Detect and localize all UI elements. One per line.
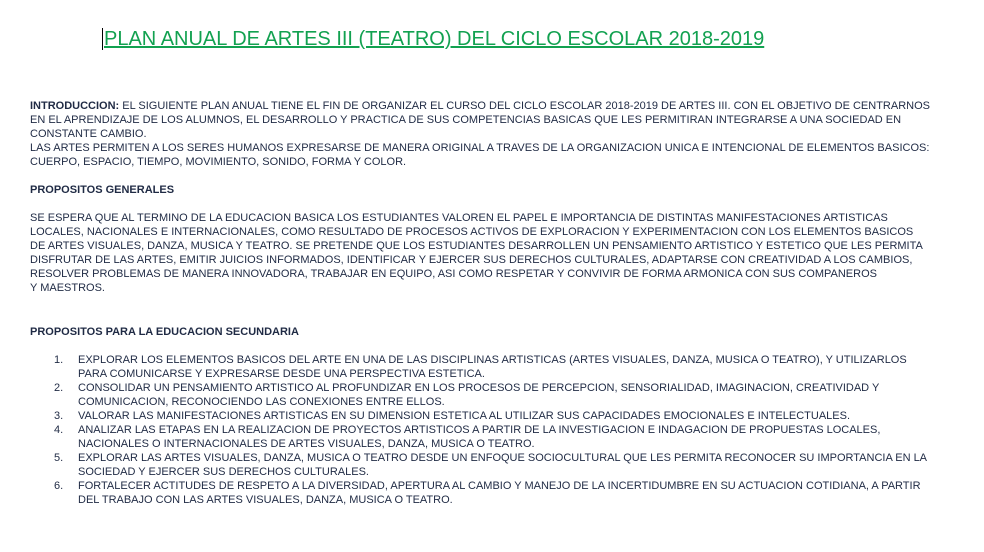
list-item-text: CONSOLIDAR UN PENSAMIENTO ARTISTICO AL PROFUNDIZAR EN LOS PROCESOS DE PERCEPCION, SENSORIALIDAD, IMAGINACION, CREATIVIDAD Y COMUNICACION, RECONOCIENDO LAS CONEXIONES ENTRE ELLOS. bbox=[78, 382, 880, 408]
text-cursor bbox=[102, 28, 103, 50]
list-item-number: 6. bbox=[54, 480, 64, 492]
list-item-number: 3. bbox=[54, 410, 64, 422]
list-item-number: 5. bbox=[54, 452, 64, 464]
list-item bbox=[30, 479, 930, 507]
list-item-number: 2. bbox=[54, 382, 64, 394]
list-item bbox=[30, 381, 930, 409]
propositos-list bbox=[30, 353, 930, 507]
spacer bbox=[30, 169, 930, 183]
list-item-text: VALORAR LAS MANIFESTACIONES ARTISTICAS EN SU DIMENSION ESTETICA AL UTILIZAR SUS CAPACIDADES EMOCIONALES E INTELECTUALES. bbox=[78, 410, 851, 422]
document-title: PLAN ANUAL DE ARTES III (TEATRO) DEL CICLO ESCOLAR 2018-2019 bbox=[104, 28, 765, 50]
list-item-text: ANALIZAR LAS ETAPAS EN LA REALIZACION DE PROYECTOS ARTISTICOS A PARTIR DE LA INVESTIGACION E INDAGACION DE PROPUESTAS LOCALES, NACIONALES O INTERNACIONALES DE ARTES VISUALES, DANZA, MUSICA O TEATRO. bbox=[78, 424, 881, 450]
list-item bbox=[30, 423, 930, 451]
list-item-text: FORTALECER ACTITUDES DE RESPETO A LA DIVERSIDAD, APERTURA AL CAMBIO Y MANEJO DE LA INCERTIDUMBRE EN SU ACTUACION COTIDIANA, A PARTIR DEL TRABAJO CON LAS ARTES VISUALES, DANZA, MUSICA O TEATRO. bbox=[78, 480, 921, 506]
intro-label: INTRODUCCION: bbox=[30, 100, 120, 112]
list-item-number: 4. bbox=[54, 424, 64, 436]
spacer bbox=[30, 295, 930, 325]
propositos-generales-text: SE ESPERA QUE AL TERMINO DE LA EDUCACION BASICA LOS ESTUDIANTES VALOREN EL PAPEL E IMPORTANCIA DE DISTINTAS MANIFESTACIONES ARTISTICAS LOCALES, NACIONALES E INTERNACIONALES, COMO RESULTADO DE PROCESOS ACTIVOS DE EXPLORACION Y EXPERIMENTACION CON LOS ELEMENTOS BASICOS DE ARTES VISUALES, DANZA, MUSICA Y TEATRO. SE PRETENDE QUE LOS ESTUDIANTES DESARROLLEN UN PENSAMIENTO ARTISTICO Y ESTETICO QUE LES PERMITA DISFRUTAR DE LAS ARTES, EMITIR JUICIOS INFORMADOS, IDENTIFICAR Y EJERCER SUS DERECHOS CULTURALES, ADAPTARSE CON CREATIVIDAD A LOS CAMBIOS, RESOLVER PROBLEMAS DE MANERA INNOVADORA, TRABAJAR EN EQUIPO, ASI COMO RESPETAR Y CONVIVIR DE FORMA ARMONICA CON SUS COMPANEROS bbox=[30, 212, 923, 280]
list-item bbox=[30, 353, 930, 381]
list-item-text: EXPLORAR LAS ARTES VISUALES, DANZA, MUSICA O TEATRO DESDE UN ENFOQUE SOCIOCULTURAL QUE LES PERMITA RECONOCER SU IMPORTANCIA EN LA SOCIEDAD Y EJERCER SUS DERECHOS CULTURALES. bbox=[78, 452, 927, 478]
document-body bbox=[30, 99, 930, 507]
spacer bbox=[30, 197, 930, 211]
propositos-generales-heading: PROPOSITOS GENERALES bbox=[30, 184, 175, 196]
list-item bbox=[30, 409, 930, 423]
propositos-generales-text-last: Y MAESTROS. bbox=[30, 282, 105, 294]
list-item-number: 1. bbox=[54, 354, 64, 366]
list-item bbox=[30, 451, 930, 479]
intro-paragraph-2: LAS ARTES PERMITEN A LOS SERES HUMANOS EXPRESARSE DE MANERA ORIGINAL A TRAVES DE LA ORGANIZACION UNICA E INTENCIONAL DE ELEMENTOS BASICOS: CUERPO, ESPACIO, TIEMPO, MOVIMIENTO, SONIDO, FORMA Y COLOR. bbox=[30, 142, 930, 168]
intro-paragraph bbox=[30, 99, 930, 141]
propositos-secundaria-heading: PROPOSITOS PARA LA EDUCACION SECUNDARIA bbox=[30, 326, 299, 338]
list-item-text: EXPLORAR LOS ELEMENTOS BASICOS DEL ARTE EN UNA DE LAS DISCIPLINAS ARTISTICAS (ARTES VISUALES, DANZA, MUSICA O TEATRO), Y UTILIZARLOS PARA COMUNICARSE Y EXPRESARSE DESDE UNA PERSPECTIVA ESTETICA. bbox=[78, 354, 907, 380]
intro-text: EL SIGUIENTE PLAN ANUAL TIENE EL FIN DE ORGANIZAR EL CURSO DEL CICLO ESCOLAR 2018-2019 DE ARTES III. CON EL OBJETIVO DE CENTRARNOS EN EL APRENDIZAJE DE LOS ALUMNOS, EL DESARROLLO Y PRACTICA DE SUS COMPETENCIAS BASICAS QUE LES PERMITIRAN INTEGRARSE A UNA SOCIEDAD EN CONSTANTE CAMBIO. bbox=[30, 100, 930, 140]
spacer bbox=[30, 339, 930, 353]
